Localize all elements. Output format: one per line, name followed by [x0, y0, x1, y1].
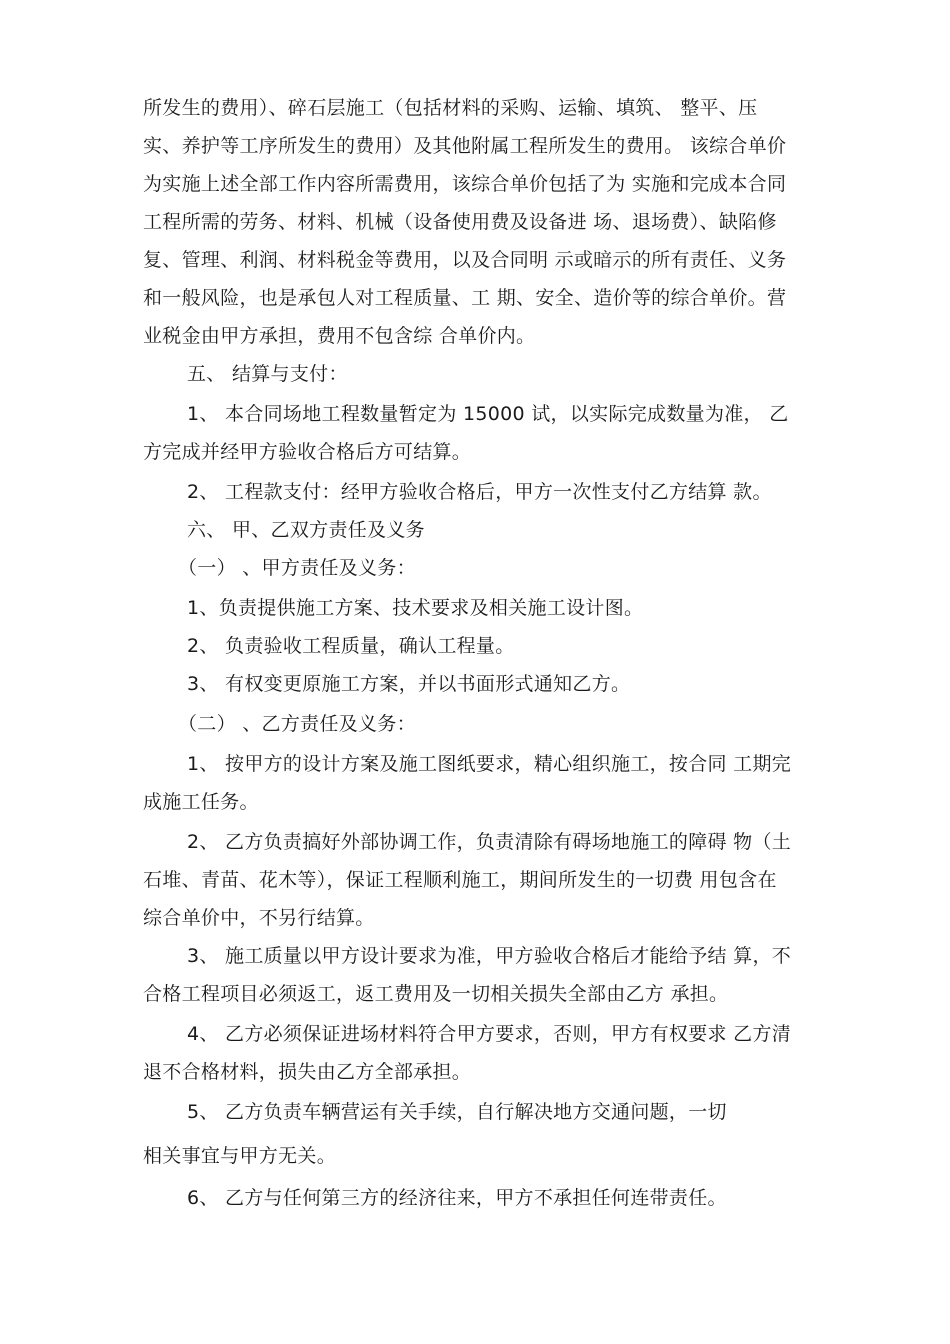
text-line: 退不合格材料，损失由乙方全部承担。 [143, 1061, 472, 1083]
list-item: 2、 负责验收工程质量，确认工程量。 [187, 635, 515, 657]
list-item: 1、负责提供施工方案、技术要求及相关施工设计图。 [187, 597, 644, 619]
text-line: 所发生的费用）、碎石层施工（包括材料的采购、运输、填筑、 整平、压 [143, 97, 758, 119]
list-item: 5、 乙方负责车辆营运有关手续，自行解决地方交通问题，一切 [187, 1101, 727, 1123]
list-item: 1、 本合同场地工程数量暂定为 15000 试，以实际完成数量为准， 乙 [187, 403, 789, 425]
text-line: 石堆、青苗、花木等），保证工程顺利施工，期间所发生的一切费 用包含在 [143, 869, 777, 891]
text-line: 合格工程项目必须返工，返工费用及一切相关损失全部由乙方 承担。 [143, 983, 729, 1005]
list-item: 2、 乙方负责搞好外部协调工作，负责清除有碍场地施工的障碍 物（土 [187, 831, 792, 853]
text-line: 为实施上述全部工作内容所需费用，该综合单价包括了为 实施和完成本合同 [143, 173, 787, 195]
list-item: 4、 乙方必须保证进场材料符合甲方要求，否则，甲方有权要求 乙方清 [187, 1023, 792, 1045]
subsection-heading: （一） 、甲方责任及义务： [178, 557, 416, 579]
list-item: 3、 施工质量以甲方设计要求为准，甲方验收合格后才能给予结 算，不 [187, 945, 792, 967]
list-item: 1、 按甲方的设计方案及施工图纸要求，精心组织施工，按合同 工期完 [187, 753, 792, 775]
section-heading: 五、 结算与支付： [187, 363, 348, 385]
text-line: 业税金由甲方承担，费用不包含综 合单价内。 [143, 325, 536, 347]
text-line: 和一般风险，也是承包人对工程质量、工 期、安全、造价等的综合单价。营 [143, 287, 787, 309]
text-line: 方完成并经甲方验收合格后方可结算。 [143, 441, 472, 463]
text-line: 成施工任务。 [143, 791, 259, 813]
list-item: 6、 乙方与任何第三方的经济往来，甲方不承担任何连带责任。 [187, 1187, 727, 1209]
text-line: 复、管理、利润、材料税金等费用，以及合同明 示或暗示的所有责任、义务 [143, 249, 787, 271]
text-line: 工程所需的劳务、材料、机械（设备使用费及设备进 场、退场费）、缺陷修 [143, 211, 777, 233]
text-line: 综合单价中，不另行结算。 [143, 907, 375, 929]
text-line: 相关事宜与甲方无关。 [143, 1145, 337, 1167]
list-item: 2、 工程款支付：经甲方验收合格后，甲方一次性支付乙方结算 款。 [187, 481, 772, 503]
section-heading: 六、 甲、乙双方责任及义务 [187, 519, 425, 541]
text-line: 实、养护等工序所发生的费用）及其他附属工程所发生的费用。 该综合单价 [143, 135, 787, 157]
list-item: 3、 有权变更原施工方案，并以书面形式通知乙方。 [187, 673, 631, 695]
subsection-heading: （二） 、乙方责任及义务： [178, 713, 416, 735]
